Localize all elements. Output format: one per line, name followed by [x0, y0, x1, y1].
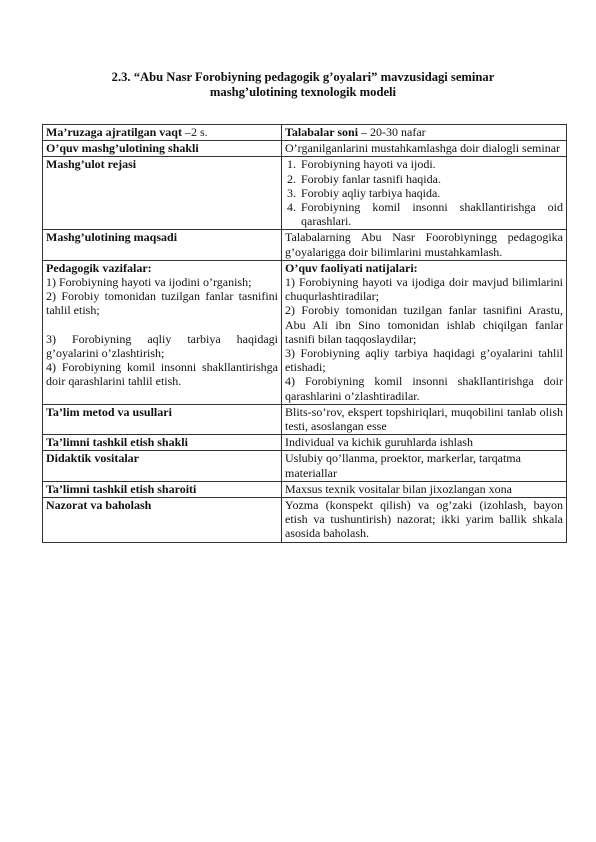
- row-plan: [43, 157, 567, 230]
- row-conditions: [43, 481, 567, 497]
- cell-conditions-label: Ta’limni tashkil etish sharoiti: [43, 481, 282, 497]
- cell-form-value: O’rganilganlarini mustahkamlashga doir dialogli seminar: [282, 141, 567, 157]
- document-title: [40, 70, 566, 100]
- cell-methods-value: Blits-so’rov, ekspert topshiriqlari, muqobilini tanlab olish testi, asoslangan esse: [282, 404, 567, 434]
- cell-students: [282, 125, 567, 141]
- pedagogical-task: 1) Forobiyning hayoti va ijodini o’rganish;: [46, 275, 252, 290]
- plan-list: [285, 157, 563, 228]
- pedagogical-tasks-title: Pedagogik vazifalar:: [46, 260, 152, 275]
- row-goal: [43, 230, 567, 260]
- cell-control-label: Nazorat va baholash: [43, 498, 282, 543]
- cell-plan-value: [282, 157, 567, 230]
- row-time: [43, 125, 567, 141]
- learning-outcome: 2) Forobiy tomonidan tuzilgan fanlar tasnifini Arastu, Abu Ali ibn Sino tomonidan ishlab chiqilgan fanlar tasnifi bilan taqqoslaydilar;: [285, 303, 563, 346]
- learning-outcome: 3) Forobiyning aqliy tarbiya haqidagi g’oyalarini tahlil etishadi;: [285, 346, 563, 375]
- pedagogical-task: 4) Forobiyning komil insonni shakllantirishga doir qarashlarini tahlil etish.: [46, 360, 278, 389]
- cell-org-form-label: Ta’limni tashkil etish shakli: [43, 435, 282, 451]
- time-label-value: –2 s.: [181, 125, 208, 139]
- cell-methods-label: Ta’lim metod va usullari: [43, 404, 282, 434]
- title-line-2: mashg’ulotining texnologik modeli: [209, 85, 397, 99]
- row-org-form: [43, 435, 567, 451]
- row-form: [43, 141, 567, 157]
- row-tools: [43, 451, 567, 481]
- cell-plan-label: Mashg’ulot rejasi: [43, 157, 282, 230]
- students-label: Talabalar soni: [285, 125, 359, 139]
- plan-item: 2. Forobiy fanlar tasnifi haqida.: [299, 172, 563, 186]
- students-value: – 20-30 nafar: [358, 125, 426, 139]
- row-tasks: [43, 260, 567, 404]
- cell-org-form-value: Individual va kichik guruhlarda ishlash: [282, 435, 567, 451]
- title-line-1: 2.3. “Abu Nasr Forobiyning pedagogik g’oyalari” mavzusidagi seminar: [111, 70, 495, 84]
- learning-outcome: 4) Forobiyning komil insonni shakllantirishga doir qarashlarini o’zlashtiradilar.: [285, 374, 563, 403]
- pedagogical-task: 2) Forobiy tomonidan tuzilgan fanlar tasnifini tahlil etish;: [46, 289, 278, 318]
- plan-item: 4. Forobiyning komil insonni shakllantirishga oid qarashlari.: [299, 200, 563, 228]
- blank-line: [46, 318, 278, 332]
- plan-item: 3. Forobiy aqliy tarbiya haqida.: [299, 186, 563, 200]
- row-control: [43, 498, 567, 543]
- row-methods: [43, 404, 567, 434]
- cell-goal-label: Mashg’ulotining maqsadi: [43, 230, 282, 260]
- cell-form-label: O’quv mashg’ulotining shakli: [43, 141, 282, 157]
- cell-tools-value: Uslubiy qo’llanma, proektor, markerlar, tarqatma materiallar: [282, 451, 567, 481]
- pedagogical-task: 3) Forobiyning aqliy tarbiya haqidagi g’oyalarini o’zlashtirish;: [46, 331, 278, 360]
- cell-goal-value: Talabalarning Abu Nasr Foorobiyningg pedagogika g’oyalarigga doir bilimlarini mustahkamlash.: [282, 230, 567, 260]
- plan-item: 1. Forobiyning hayoti va ijodi.: [299, 157, 563, 171]
- learning-outcome: 1) Forobiyning hayoti va ijodiga doir mavjud bilimlarini chuqurlashtiradilar;: [285, 275, 563, 304]
- cell-time-label: [43, 125, 282, 141]
- cell-control-value: Yozma (konspekt qilish) va og’zaki (izohlash, bayon etish va tushuntirish) nazorat; ikki yarim ballik shkala asosida baholash.: [282, 498, 567, 543]
- cell-learning-outcomes: [282, 260, 567, 404]
- technological-model-table: [42, 124, 567, 543]
- cell-conditions-value: Maxsus texnik vositalar bilan jixozlangan xona: [282, 481, 567, 497]
- learning-outcomes-title: O’quv faoliyati natijalari:: [285, 260, 418, 275]
- time-label-bold: Ma’ruzaga ajratilgan vaqt: [46, 125, 182, 139]
- cell-tools-label: Didaktik vositalar: [43, 451, 282, 481]
- cell-pedagogical-tasks: [43, 260, 282, 404]
